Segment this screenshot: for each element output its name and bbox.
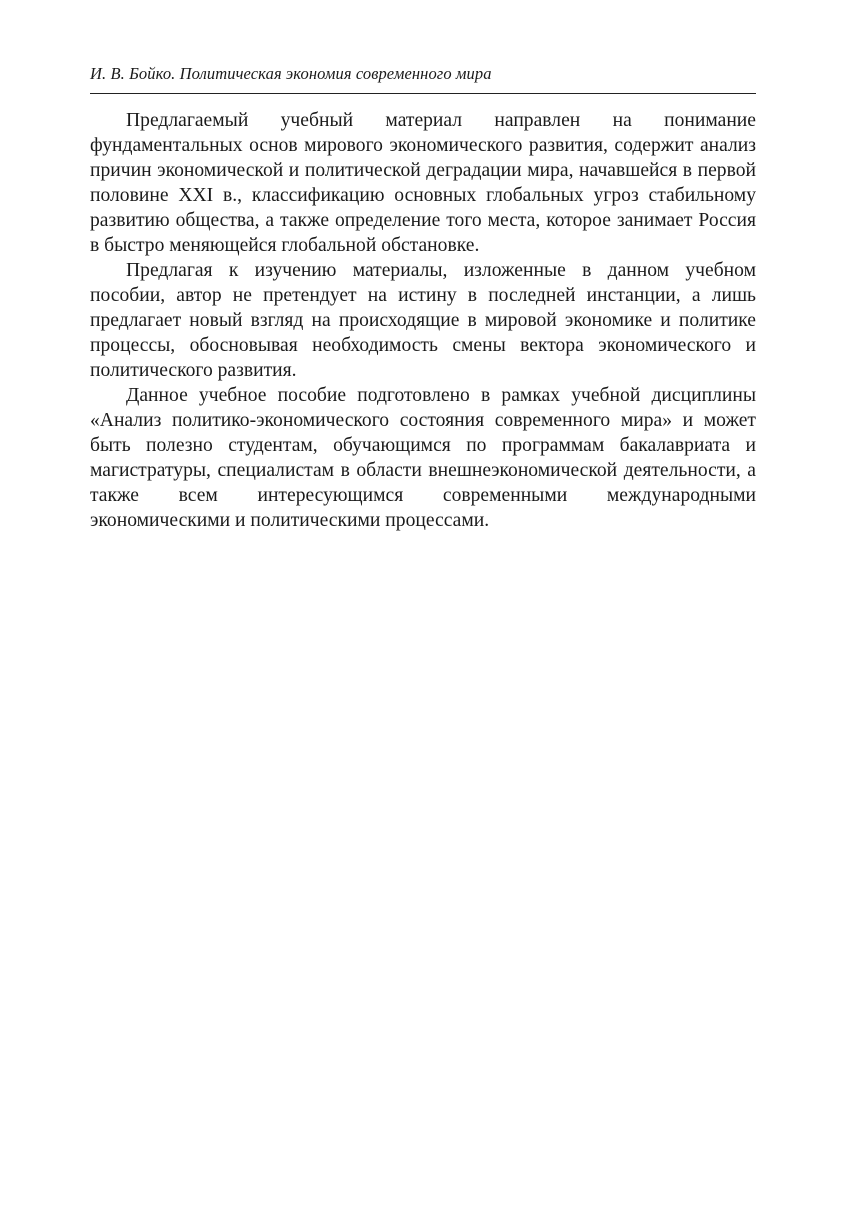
running-header: И. В. Бойко. Политическая экономия современного мира — [90, 64, 492, 83]
header-rule — [90, 93, 756, 94]
paragraph-1: Предлагаемый учебный материал направлен на понимание фундаментальных основ мирового экономического развития, содержит анализ причин экономической и политической деградации мира, начавшейся в первой половине XXI в., классификацию основных глобальных угроз стабильному развитию общества, а также определение того места, которое занимает Россия в быстро меняющейся глобальной обстановке. — [90, 110, 756, 256]
paragraph-2: Предлагая к изучению материалы, изложенные в данном учебном пособии, автор не претендует на истину в последней инстанции, а лишь предлагает новый взгляд на происходящие в мировой экономике и политике процессы, обосновывая необходимость смены вектора экономического и политического развития. — [90, 260, 756, 381]
body-text — [90, 108, 756, 533]
paragraph-3: Данное учебное пособие подготовлено в рамках учебной дисциплины «Анализ политико-экономического состояния современного мира» и может быть полезно студентам, обучающимся по программам бакалавриата и магистратуры, специалистам в области внешнеэкономической деятельности, а также всем интересующимся современными международными экономическими и политическими процессами. — [90, 385, 756, 531]
